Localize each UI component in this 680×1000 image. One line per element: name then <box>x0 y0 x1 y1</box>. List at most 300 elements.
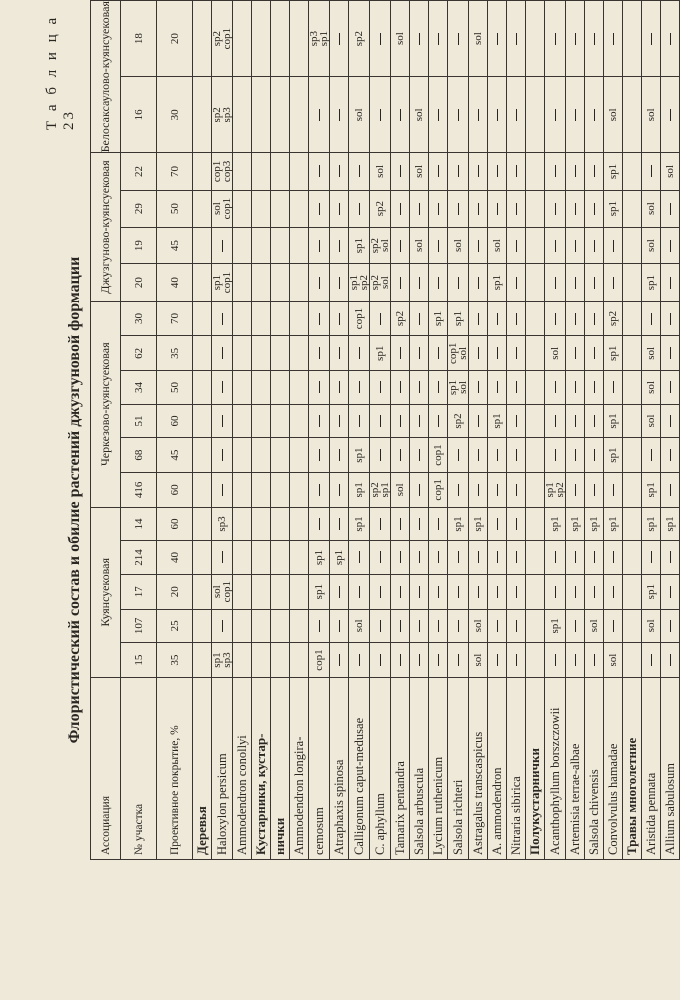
absent-dash <box>380 518 381 530</box>
absent-dash <box>555 277 556 289</box>
absent-dash <box>594 109 595 121</box>
abundance-cell <box>545 541 566 575</box>
abundance-cell <box>233 404 252 438</box>
abundance-cell <box>271 507 290 540</box>
abundance-cell <box>604 301 623 336</box>
group-label: Кустарники, кустар- <box>252 677 271 859</box>
abundance-value: sp1 <box>211 274 223 291</box>
abundance-cell <box>391 371 410 405</box>
abundance-cell <box>271 77 290 153</box>
absent-dash <box>497 109 498 121</box>
abundance-cell <box>488 438 507 473</box>
abundance-cell <box>410 336 429 371</box>
species-row <box>642 1 661 860</box>
absent-dash <box>651 33 652 45</box>
abundance-cell <box>526 264 545 301</box>
abundance-value: cop1 <box>211 160 223 183</box>
abundance-cell <box>448 264 469 301</box>
absent-dash <box>438 620 439 632</box>
abundance-cell <box>212 574 233 609</box>
abundance-cell <box>349 153 370 190</box>
abundance-cell <box>309 301 330 336</box>
abundance-cell <box>623 472 642 507</box>
abundance-cell <box>309 77 330 153</box>
absent-dash <box>575 415 576 427</box>
abundance-cell <box>642 1 661 77</box>
abundance-cell <box>309 264 330 301</box>
abundance-value: sp1 <box>447 379 459 396</box>
species-row <box>233 1 252 860</box>
abundance-value: sol <box>645 239 657 253</box>
absent-dash <box>555 449 556 461</box>
abundance-cell <box>507 336 526 371</box>
abundance-cell <box>429 77 448 153</box>
absent-dash <box>339 203 340 215</box>
abundance-value: sp1 <box>645 274 657 291</box>
abundance-cell <box>604 336 623 371</box>
absent-dash <box>380 620 381 632</box>
abundance-cell <box>370 227 391 264</box>
abundance-cell <box>309 371 330 405</box>
abundance-cell <box>193 77 212 153</box>
abundance-cell <box>271 404 290 438</box>
abundance-cell <box>212 404 233 438</box>
abundance-cell <box>370 574 391 609</box>
abundance-cell <box>252 227 271 264</box>
abundance-cell <box>212 77 233 153</box>
abundance-value: sol <box>413 108 425 122</box>
abundance-cell <box>469 472 488 507</box>
site-number: 107 <box>121 609 157 643</box>
absent-dash <box>400 654 401 666</box>
abundance-cell <box>391 541 410 575</box>
abundance-cell <box>604 609 623 643</box>
abundance-cell <box>507 371 526 405</box>
abundance-cell <box>349 507 370 540</box>
abundance-cell <box>410 227 429 264</box>
absent-dash <box>497 518 498 530</box>
abundance-value: cop1 <box>313 649 325 671</box>
abundance-cell <box>330 227 349 264</box>
absent-dash <box>613 484 614 496</box>
absent-dash <box>478 381 479 393</box>
abundance-cell <box>233 77 252 153</box>
abundance-cell <box>233 371 252 405</box>
species-name: Allium sabulosum <box>661 677 680 859</box>
abundance-cell <box>370 371 391 405</box>
abundance-cell <box>212 227 233 264</box>
abundance-cell <box>526 574 545 609</box>
abundance-cell <box>330 438 349 473</box>
abundance-cell <box>488 264 507 301</box>
abundance-cell <box>252 336 271 371</box>
abundance-cell <box>545 190 566 227</box>
abundance-cell <box>585 507 604 540</box>
abundance-cell <box>448 609 469 643</box>
abundance-cell <box>623 264 642 301</box>
abundance-cell <box>233 227 252 264</box>
abundance-cell <box>661 1 680 77</box>
absent-dash <box>575 347 576 359</box>
species-name: Haloxylon persicum <box>212 677 233 859</box>
absent-dash <box>359 654 360 666</box>
abundance-cell <box>349 438 370 473</box>
abundance-cell <box>545 404 566 438</box>
abundance-value: sp2 <box>394 310 406 327</box>
abundance-value: cop1 <box>353 307 365 330</box>
abundance-cell <box>391 507 410 540</box>
abundance-cell <box>391 404 410 438</box>
abundance-cell <box>661 371 680 405</box>
absent-dash <box>555 240 556 252</box>
species-row <box>290 1 309 860</box>
abundance-value: sp2 <box>369 482 381 498</box>
site-number: 22 <box>121 153 157 190</box>
abundance-value: sp1 <box>607 413 619 429</box>
species-name: Aristida pennata <box>642 677 661 859</box>
abundance-cell <box>271 227 290 264</box>
abundance-cell <box>469 609 488 643</box>
abundance-cell <box>410 264 429 301</box>
absent-dash <box>458 654 459 666</box>
group-row <box>623 1 642 860</box>
absent-dash <box>458 552 459 564</box>
absent-dash <box>419 654 420 666</box>
group-row <box>252 1 271 860</box>
abundance-cell <box>545 336 566 371</box>
abundance-cell <box>349 643 370 678</box>
cover-value: 50 <box>157 190 193 227</box>
abundance-value: sp2 <box>353 30 365 47</box>
abundance-cell <box>410 301 429 336</box>
abundance-value: sp1 <box>432 310 444 327</box>
absent-dash <box>419 33 420 45</box>
abundance-cell <box>623 301 642 336</box>
absent-dash <box>497 654 498 666</box>
species-name: Convolvulus hamadae <box>604 677 623 859</box>
absent-dash <box>339 240 340 252</box>
abundance-cell <box>642 643 661 678</box>
abundance-cell <box>604 541 623 575</box>
absent-dash <box>438 203 439 215</box>
abundance-cell <box>309 643 330 678</box>
abundance-cell <box>429 609 448 643</box>
absent-dash <box>438 165 439 177</box>
absent-dash <box>438 347 439 359</box>
abundance-cell <box>526 336 545 371</box>
abundance-cell <box>585 643 604 678</box>
absent-dash <box>400 165 401 177</box>
abundance-cell <box>290 643 309 678</box>
abundance-value: sp1 <box>607 200 619 217</box>
absent-dash <box>497 484 498 496</box>
absent-dash <box>575 552 576 564</box>
abundance-cell <box>349 404 370 438</box>
abundance-cell <box>193 574 212 609</box>
absent-dash <box>478 586 479 598</box>
abundance-cell <box>545 371 566 405</box>
site-number: 29 <box>121 190 157 227</box>
abundance-cell <box>391 264 410 301</box>
abundance-cell <box>290 336 309 371</box>
absent-dash <box>613 33 614 45</box>
absent-dash <box>222 449 223 461</box>
abundance-value: sol <box>645 381 657 394</box>
abundance-cell <box>309 190 330 227</box>
abundance-cell <box>507 507 526 540</box>
abundance-cell <box>330 301 349 336</box>
abundance-cell <box>410 153 429 190</box>
abundance-cell <box>370 643 391 678</box>
abundance-value: sp3 <box>221 652 233 668</box>
abundance-cell <box>271 301 290 336</box>
abundance-cell <box>290 77 309 153</box>
absent-dash <box>575 109 576 121</box>
abundance-value: sol <box>413 239 425 253</box>
abundance-value: sol <box>588 619 600 633</box>
abundance-value: sol <box>645 202 657 216</box>
abundance-value: sp3 <box>221 107 233 123</box>
abundance-cell <box>233 153 252 190</box>
abundance-cell <box>330 336 349 371</box>
abundance-cell <box>642 77 661 153</box>
abundance-cell <box>661 264 680 301</box>
abundance-cell <box>309 438 330 473</box>
abundance-cell <box>661 507 680 540</box>
abundance-cell <box>623 438 642 473</box>
absent-dash <box>400 381 401 393</box>
abundance-cell <box>330 371 349 405</box>
abundance-cell <box>429 541 448 575</box>
abundance-cell <box>507 264 526 301</box>
abundance-cell <box>212 190 233 227</box>
abundance-value: sp1 <box>374 345 386 361</box>
absent-dash <box>339 518 340 530</box>
abundance-cell <box>330 1 349 77</box>
absent-dash <box>438 415 439 427</box>
absent-dash <box>670 586 671 598</box>
abundance-value: sp2 <box>554 482 566 498</box>
absent-dash <box>594 203 595 215</box>
abundance-cell <box>349 541 370 575</box>
abundance-cell <box>488 190 507 227</box>
abundance-cell <box>545 438 566 473</box>
abundance-cell <box>252 574 271 609</box>
abundance-cell <box>642 438 661 473</box>
association-header: Куянсуековая <box>91 507 121 677</box>
abundance-cell <box>252 371 271 405</box>
species-row <box>309 1 330 860</box>
absent-dash <box>575 654 576 666</box>
abundance-cell <box>233 541 252 575</box>
absent-dash <box>359 347 360 359</box>
cover-value: 70 <box>157 301 193 336</box>
abundance-cell <box>642 541 661 575</box>
abundance-cell <box>252 190 271 227</box>
abundance-cell <box>507 541 526 575</box>
site-number: 18 <box>121 1 157 77</box>
cover-value: 70 <box>157 153 193 190</box>
absent-dash <box>670 620 671 632</box>
abundance-cell <box>233 574 252 609</box>
absent-dash <box>319 518 320 530</box>
abundance-cell <box>507 77 526 153</box>
absent-dash <box>516 552 517 564</box>
abundance-value: sp1 <box>452 310 464 327</box>
abundance-cell <box>290 472 309 507</box>
abundance-cell <box>661 541 680 575</box>
species-name: Acanthophyllum borszczowii <box>545 677 566 859</box>
abundance-cell <box>526 153 545 190</box>
abundance-cell <box>566 609 585 643</box>
abundance-cell <box>193 404 212 438</box>
abundance-cell <box>526 609 545 643</box>
absent-dash <box>458 33 459 45</box>
abundance-cell <box>410 541 429 575</box>
absent-dash <box>516 277 517 289</box>
absent-dash <box>339 347 340 359</box>
absent-dash <box>670 33 671 45</box>
absent-dash <box>478 347 479 359</box>
abundance-cell <box>252 438 271 473</box>
absent-dash <box>438 654 439 666</box>
abundance-cell <box>469 190 488 227</box>
abundance-cell <box>212 609 233 643</box>
abundance-value: sol <box>472 653 484 667</box>
abundance-cell <box>623 507 642 540</box>
abundance-cell <box>507 1 526 77</box>
absent-dash <box>651 313 652 325</box>
abundance-cell <box>566 153 585 190</box>
abundance-cell <box>469 301 488 336</box>
abundance-cell <box>488 1 507 77</box>
absent-dash <box>613 381 614 393</box>
absent-dash <box>555 109 556 121</box>
abundance-cell <box>410 609 429 643</box>
absent-dash <box>419 484 420 496</box>
absent-dash <box>359 381 360 393</box>
absent-dash <box>575 33 576 45</box>
abundance-cell <box>488 472 507 507</box>
absent-dash <box>319 277 320 289</box>
abundance-cell <box>488 153 507 190</box>
absent-dash <box>555 165 556 177</box>
absent-dash <box>319 109 320 121</box>
group-label: Травы многолетние <box>623 677 642 859</box>
abundance-value: sp2 <box>211 30 223 47</box>
absent-dash <box>438 381 439 393</box>
abundance-cell <box>212 472 233 507</box>
absent-dash <box>575 381 576 393</box>
abundance-cell <box>252 77 271 153</box>
species-row <box>330 1 349 860</box>
abundance-cell <box>604 438 623 473</box>
abundance-cell <box>330 609 349 643</box>
abundance-cell <box>290 541 309 575</box>
absent-dash <box>670 109 671 121</box>
abundance-cell <box>330 574 349 609</box>
cover-value: 50 <box>157 371 193 405</box>
abundance-cell <box>585 609 604 643</box>
abundance-cell <box>212 301 233 336</box>
abundance-cell <box>193 371 212 405</box>
abundance-cell <box>429 472 448 507</box>
absent-dash <box>594 165 595 177</box>
absent-dash <box>670 203 671 215</box>
species-row <box>370 1 391 860</box>
absent-dash <box>359 415 360 427</box>
abundance-cell <box>623 643 642 678</box>
absent-dash <box>575 484 576 496</box>
abundance-cell <box>566 574 585 609</box>
species-row <box>661 1 680 860</box>
abundance-cell <box>623 227 642 264</box>
absent-dash <box>670 552 671 564</box>
cover-value: 20 <box>157 1 193 77</box>
species-row <box>410 1 429 860</box>
absent-dash <box>380 415 381 427</box>
abundance-cell <box>642 336 661 371</box>
abundance-value: sol <box>549 346 561 360</box>
abundance-cell <box>507 190 526 227</box>
abundance-cell <box>661 643 680 678</box>
abundance-value: sp1 <box>318 30 330 47</box>
abundance-cell <box>623 404 642 438</box>
abundance-cell <box>193 472 212 507</box>
abundance-cell <box>271 336 290 371</box>
abundance-cell <box>349 190 370 227</box>
absent-dash <box>339 484 340 496</box>
abundance-cell <box>566 472 585 507</box>
absent-dash <box>594 240 595 252</box>
cover-value: 25 <box>157 609 193 643</box>
abundance-cell <box>391 336 410 371</box>
abundance-value: sp1 <box>333 549 345 566</box>
abundance-cell <box>604 153 623 190</box>
abundance-cell <box>566 190 585 227</box>
species-row <box>429 1 448 860</box>
absent-dash <box>319 165 320 177</box>
absent-dash <box>594 277 595 289</box>
abundance-cell <box>642 574 661 609</box>
abundance-cell <box>507 643 526 678</box>
abundance-cell <box>391 574 410 609</box>
abundance-cell <box>566 643 585 678</box>
abundance-cell <box>488 404 507 438</box>
species-name: Salsola chivensis <box>585 677 604 859</box>
abundance-cell <box>623 1 642 77</box>
abundance-cell <box>271 643 290 678</box>
abundance-cell <box>488 336 507 371</box>
absent-dash <box>419 620 420 632</box>
abundance-value: sol <box>645 346 657 360</box>
abundance-value: cop1 <box>432 479 444 501</box>
abundance-cell <box>252 609 271 643</box>
abundance-value: sp1 <box>313 584 325 600</box>
cover-value: 35 <box>157 336 193 371</box>
abundance-cell <box>545 153 566 190</box>
abundance-cell <box>370 301 391 336</box>
absent-dash <box>319 620 320 632</box>
abundance-cell <box>488 541 507 575</box>
abundance-cell <box>349 264 370 301</box>
absent-dash <box>339 277 340 289</box>
cover-value: 40 <box>157 541 193 575</box>
abundance-value: sp1 <box>569 516 581 532</box>
absent-dash <box>319 203 320 215</box>
group-row <box>271 1 290 860</box>
abundance-cell <box>566 264 585 301</box>
